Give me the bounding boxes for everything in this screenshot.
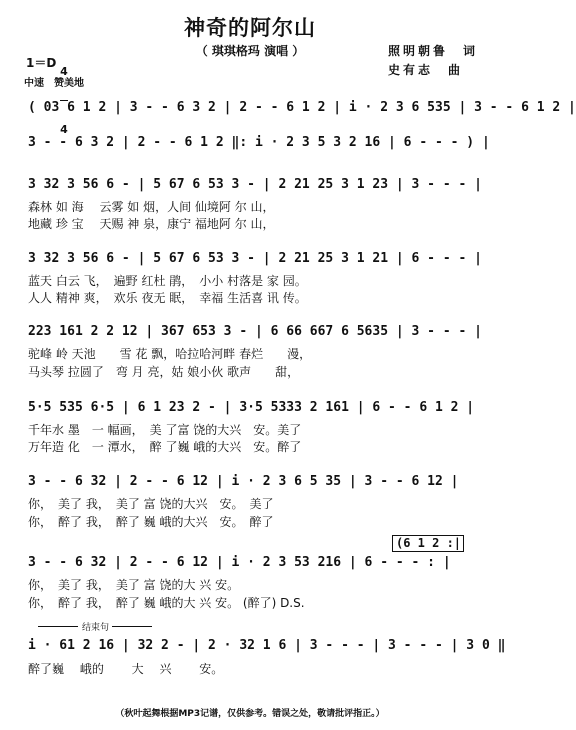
repeat-ending-tag: (6 1 2 :| <box>396 536 462 550</box>
lyric-line-7a: 你， 美了 我， 美了 富 饶的大兴 安。 美了 <box>28 497 274 511</box>
singer-credit: （ 琪琪格玛 演唱 ） <box>195 44 305 58</box>
score-line-4: 3 32 3 56 6 - | 5 67 6 53 3 - | 2 21 25 3 1 21 | 6 - - - | <box>28 251 482 266</box>
lyric-line-5a: 驼峰 岭 天池 雪 花 飘，哈拉哈河畔 春烂 漫， <box>28 347 312 361</box>
lyric-line-6b: 万年造 化 一 潭水， 醉 了巍 峨的大兴 安。醉了 <box>28 440 302 454</box>
score-line-9: i · 61 2 16 | 32 2 - | 2 · 32 1 6 | 3 - - - | 3 - - - | 3 0 ‖ <box>28 638 506 653</box>
song-title: 神奇的阿尔山 <box>184 16 316 40</box>
score-line-3: 3 32 3 56 6 - | 5 67 6 53 3 - | 2 21 25 3 1 23 | 3 - - - | <box>28 177 482 192</box>
time-signature-top: 4 <box>60 65 68 78</box>
lyric-line-4a: 蓝天 白云 飞， 遍野 红杜 鹃， 小小 村落是 家 园。 <box>28 274 307 288</box>
ending-bracket-left <box>38 626 78 627</box>
ending-bracket-right <box>112 626 152 627</box>
score-line-8: 3 - - 6 32 | 2 - - 6 12 | i · 2 3 53 216 | 6 - - - : | <box>28 555 451 570</box>
lyric-line-9: 醉了巍 峨的 大 兴 安。 <box>28 662 224 676</box>
score-line-7: 3 - - 6 32 | 2 - - 6 12 | i · 2 3 6 5 35 | 3 - - 6 12 | <box>28 474 459 489</box>
lyric-line-5b: 马头琴 拉圆了 弯 月 亮，姑 娘小伙 歌声 甜， <box>28 365 300 379</box>
lyric-line-4b: 人人 精神 爽， 欢乐 夜无 眠， 幸福 生活喜 讯 传。 <box>28 291 307 305</box>
lyricist-credit: 照明朝鲁 词 <box>388 44 479 58</box>
score-line-5: 223 161 2 2 12 | 367 653 3 - | 6 66 667 6 5635 | 3 - - - | <box>28 324 482 339</box>
lyric-line-8a: 你， 美了 我， 美了 富 饶的大 兴 安。 <box>28 578 240 592</box>
ending-label: 结束句 <box>82 623 110 633</box>
score-line-1: ( 03 6 1 2 | 3 - - 6 3 2 | 2 - - 6 1 2 | i · 2 3 6 535 | 3 - - 6 1 2 | <box>28 100 576 115</box>
composer-credit: 史有志 曲 <box>388 63 464 77</box>
time-signature <box>60 44 68 146</box>
tempo-marking: 中速 赞美地 <box>24 78 84 89</box>
transcription-note: （秋叶起舞根据MP3记谱，仅供参考。错误之处，敬请批评指正。） <box>115 709 385 719</box>
repeat-ending-box <box>392 535 464 552</box>
time-signature-bottom: 4 <box>60 123 68 136</box>
key-signature: 1＝D <box>26 56 57 70</box>
lyric-line-7b: 你， 醉了 我， 醉了 巍 峨的大兴 安。 醉了 <box>28 515 274 529</box>
lyric-line-3b: 地藏 珍 宝 天赐 神 泉，康宁 福地阿 尔 山， <box>28 217 275 231</box>
lyric-line-6a: 千年水 墨 一 幅画， 美 了富 饶的大兴 安。美了 <box>28 423 302 437</box>
lyric-line-3a: 森林 如 海 云雾 如 烟，人间 仙境阿 尔 山， <box>28 200 275 214</box>
score-line-6: 5·5 535 6·5 | 6 1 23 2 - | 3·5 5333 2 161 | 6 - - 6 1 2 | <box>28 400 475 415</box>
lyric-line-8b: 你， 醉了 我， 醉了 巍 峨的大 兴 安。 (醉了) D.S. <box>28 596 305 610</box>
score-line-2: 3 - - 6 3 2 | 2 - - 6 1 2 ‖: i · 2 3 5 3 2 16 | 6 - - - ) | <box>28 135 490 150</box>
